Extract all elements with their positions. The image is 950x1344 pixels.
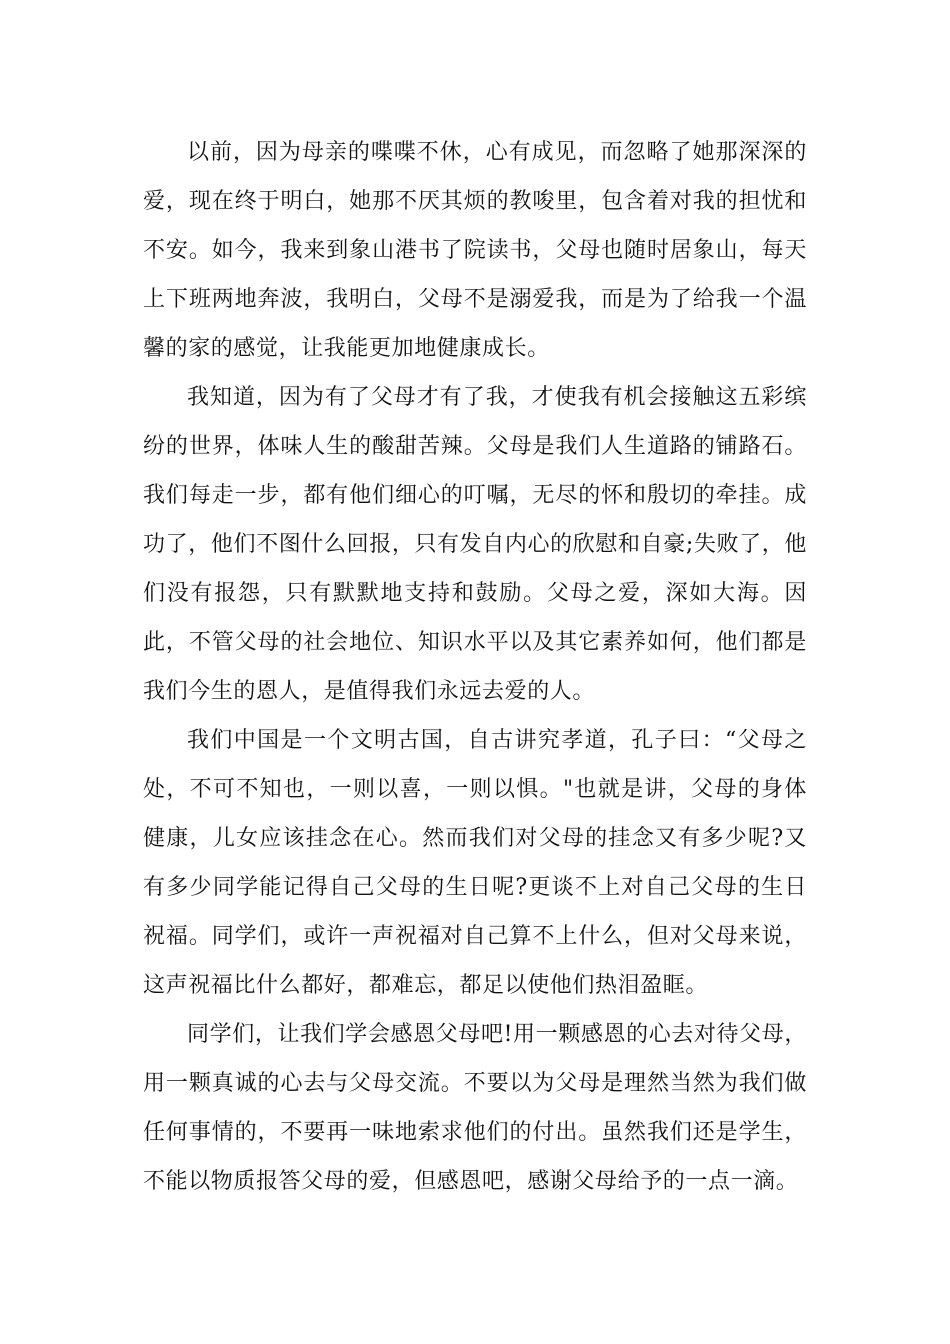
document-body <box>143 128 807 1206</box>
paragraph-2: 我知道，因为有了父母才有了我，才使我有机会接触这五彩缤纷的世界，体味人生的酸甜苦辣。父母是我们人生道路的铺路石。我们每走一步，都有他们细心的叮嘱，无尽的怀和殷切的牵挂。成功了，他们不图什么回报，只有发自内心的欣慰和自豪;失败了，他们没有报怨，只有默默地支持和鼓励。父母之爱，深如大海。因此，不管父母的社会地位、知识水平以及其它素养如何，他们都是我们今生的恩人，是值得我们永远去爱的人。 <box>143 385 807 704</box>
paragraph-1: 以前，因为母亲的喋喋不休，心有成见，而忽略了她那深深的爱，现在终于明白，她那不厌其烦的教唆里，包含着对我的担忧和不安。如今，我来到象山港书了院读书，父母也随时居象山，每天上下班两地奔波，我明白，父母不是溺爱我，而是为了给我一个温馨的家的感觉，让我能更加地健康成长。 <box>143 140 807 361</box>
paragraph-4: 同学们，让我们学会感恩父母吧!用一颗感恩的心去对待父母，用一颗真诚的心去与父母交流。不要以为父母是理然当然为我们做任何事情的，不要再一味地索求他们的付出。虽然我们还是学生，不能以物质报答父母的爱，但感恩吧，感谢父母给予的一点一滴。 <box>143 1022 807 1194</box>
paragraph-3: 我们中国是一个文明古国，自古讲究孝道，孔子曰：“父母之处，不可不知也，一则以喜，一则以惧。"也就是讲，父母的身体健康，儿女应该挂念在心。然而我们对父母的挂念又有多少呢?又有多少同学能记得自己父母的生日呢?更谈不上对自己父母的生日祝福。同学们，或许一声祝福对自己算不上什么，但对父母来说，这声祝福比什么都好，都难忘，都足以使他们热泪盈眶。 <box>143 728 807 998</box>
